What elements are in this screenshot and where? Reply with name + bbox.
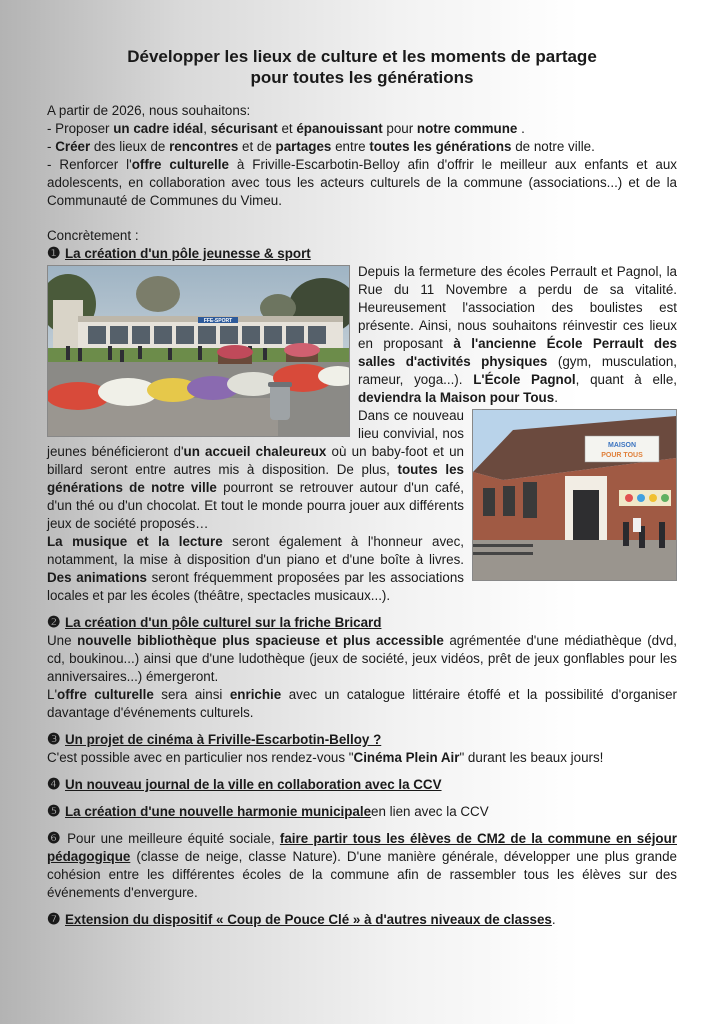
section-2 <box>47 614 677 722</box>
section-6 <box>47 830 677 902</box>
concretement-label: Concrètement : <box>47 228 139 243</box>
page-title: Développer les lieux de culture et les moments de partage pour toutes les générations <box>127 47 597 87</box>
number-5-icon: ❺ <box>47 803 61 820</box>
number-7-icon: ❼ <box>47 911 61 928</box>
photo-maison-pour-tous <box>472 409 677 581</box>
section-3-para: C'est possible avec en particulier nos rendez-vous "Cinéma Plein Air" durant les beaux jours! <box>47 750 604 765</box>
section-4-title: ❹ Un nouveau journal de la ville en collaboration avec la CCV <box>47 776 442 793</box>
intro <box>47 102 677 210</box>
number-2-icon: ❷ <box>47 614 61 631</box>
photo-pole-jeunesse-image <box>48 266 349 436</box>
section-7-title: ❼ Extension du dispositif « Coup de Pouce Clé » à d'autres niveaux de classes . <box>47 911 556 928</box>
section-7 <box>47 911 677 929</box>
section-6-para: ❻ Pour une meilleure équité sociale, faire partir tous les élèves de CM2 de la commune en séjour pédagogique (classe de neige, classe Nature). D'une manière générale, développer une plus grande cohésion entre les différentes écoles de la commune afin de rassembler tous les élèves sur des événements d'envergure. <box>47 830 677 900</box>
number-4-icon: ❹ <box>47 776 61 793</box>
section-1-title: ❶ La création d'un pôle jeunesse & sport <box>47 245 311 262</box>
intro-lead: A partir de 2026, nous souhaitons: <box>47 103 251 118</box>
section-3-title: ❸ Un projet de cinéma à Friville-Escarbotin-Belloy ? <box>47 731 382 748</box>
intro-item-3: - Renforcer l'offre culturelle à Friville-Escarbotin-Belloy afin d'offrir le meilleur aux enfants et aux adolescents, en collaboration avec tous les acteurs culturels de la commune (associations...) et de la Communauté de Communes du Vimeu. <box>47 157 677 208</box>
intro-item-1: - Proposer un cadre idéal, sécurisant et épanouissant pour notre commune . <box>47 121 525 136</box>
section-5 <box>47 803 677 821</box>
number-3-icon: ❸ <box>47 731 61 748</box>
section-2-para-1: Une nouvelle bibliothèque plus spacieuse et plus accessible agrémentée d'une médiathèque (dvd, cd, boukinou...) ainsi que d'une ludothèque (jeux de société, jeux vidéos, prêt de jeux gonflables pour les anniversaires...) émergeront. <box>47 633 677 684</box>
svg-text:POUR TOUS: POUR TOUS <box>601 452 643 459</box>
number-6-icon: ❻ <box>47 830 62 847</box>
section-1-para-1: Depuis la fermeture des écoles Perrault et Pagnol, la Rue du 11 Novembre a perdu de sa vitalité. Heureusement l'association des boulistes est présente. Ainsi, nous souhaitons réinvestir ces lieux en proposant à l'ancienne École Perrault des salles d'activités physiques (gym, musculation, rameur, yoga...). L'École Pagnol, quant à elle, deviendra la Maison pour Tous. <box>358 264 678 405</box>
section-1-para-2: Dans ce nouveau lieu convivial, nos jeunes bénéficieront d'un accueil chaleureux où un baby-foot et un billard seront entre autres mis à disposition. De plus, toutes les générations de notre ville pourront se retrouver autour d'un café, d'un thé ou d'un chocolat. Et tout le monde pourra jouer aux différents jeux de société proposés… <box>47 408 464 531</box>
section-3 <box>47 731 677 767</box>
section-5-title: ❺ La création d'une nouvelle harmonie municipale en lien avec la CCV <box>47 803 489 820</box>
section-1-para-3: La musique et la lecture seront également à l'honneur avec, notamment, la mise à disposition d'un piano et d'une boîte à livres. Des animations seront fréquemment proposées par les associations locales et par les écoles (théâtre, spectacles musicaux...). <box>47 534 464 603</box>
svg-text:MAISON: MAISON <box>608 442 636 449</box>
section-4 <box>47 776 677 794</box>
photo-maison-pour-tous-image <box>473 410 676 580</box>
page <box>47 46 677 929</box>
section-2-title: ❷ La création d'un pôle culturel sur la friche Bricard <box>47 614 382 631</box>
section-1 <box>47 245 677 605</box>
intro-item-2: - Créer des lieux de rencontres et de partages entre toutes les générations de notre ville. <box>47 139 595 154</box>
photo-pole-jeunesse <box>47 265 350 437</box>
section-2-para-2: L'offre culturelle sera ainsi enrichie avec un catalogue littéraire étoffé et la possibilité d'organiser davantage d'événements culturels. <box>47 687 677 720</box>
svg-text:FFE-SPORT: FFE-SPORT <box>203 318 233 324</box>
number-1-icon: ❶ <box>47 245 61 262</box>
